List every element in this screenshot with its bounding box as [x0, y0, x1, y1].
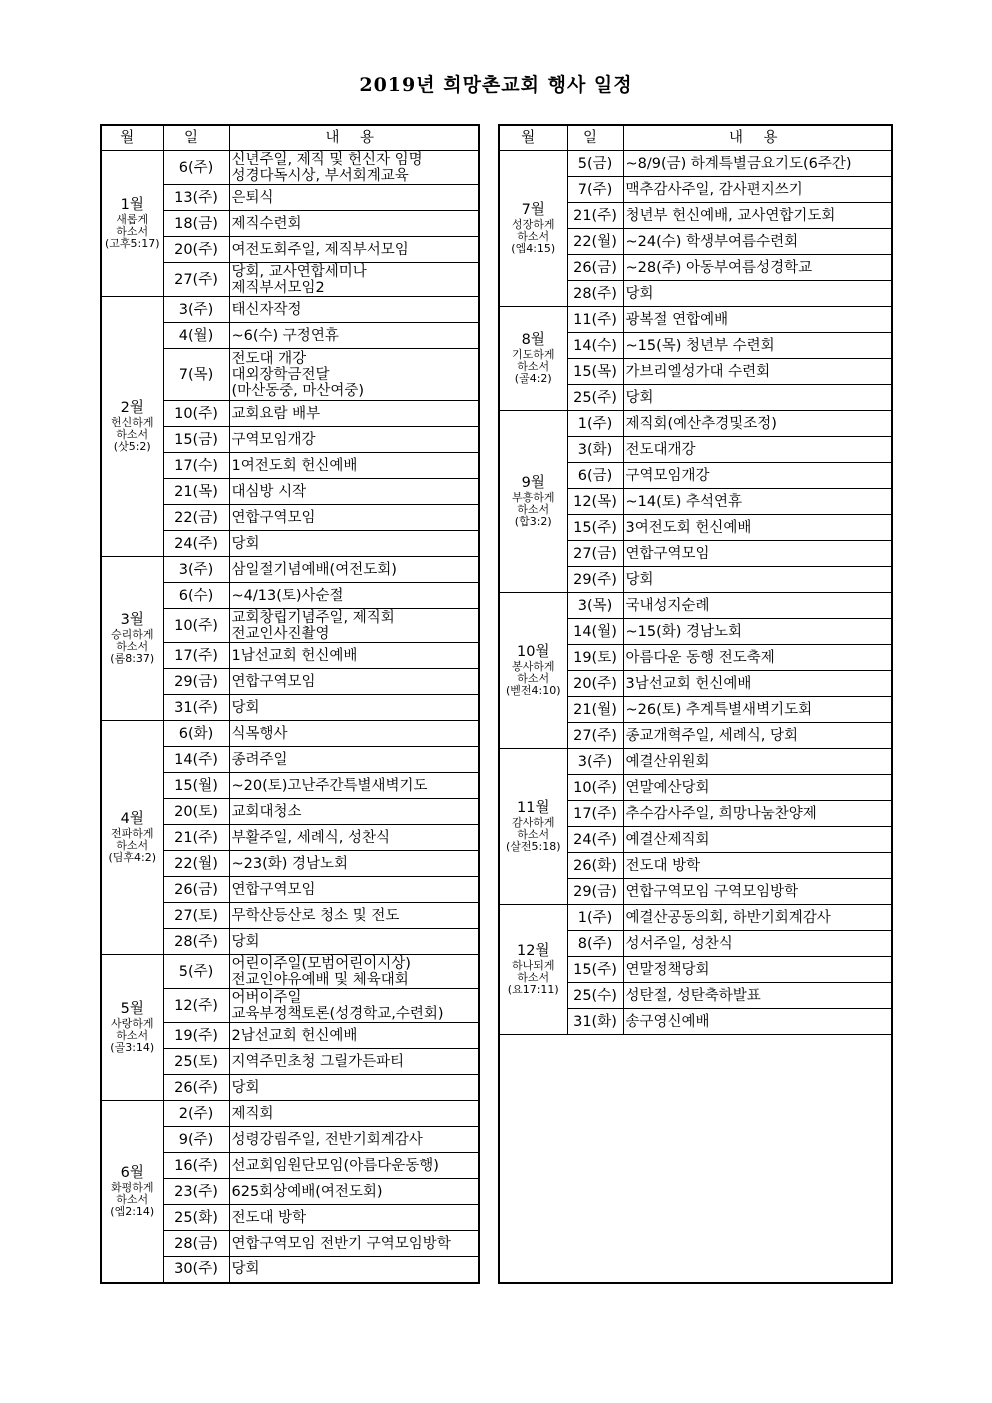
event-day: 21(주) [567, 203, 623, 229]
month-cell [101, 557, 163, 721]
month-name: 6월 [120, 1164, 144, 1181]
event-content: 종교개혁주일, 세례식, 당회 [623, 723, 892, 749]
event-content: 3남선교회 헌신예배 [623, 671, 892, 697]
event-content: 식목행사 [229, 721, 479, 747]
month-cell [499, 905, 567, 1035]
event-content: 맥추감사주일, 감사편지쓰기 [623, 177, 892, 203]
event-day: 29(금) [567, 879, 623, 905]
month-cell [101, 297, 163, 557]
event-content: 연합구역모임 [229, 877, 479, 903]
month-name: 1월 [120, 197, 144, 213]
month-name: 10월 [517, 644, 550, 660]
table-row [101, 557, 479, 583]
month-theme: 전파하게 하소서 [110, 827, 154, 852]
event-content: 부활주일, 세례식, 성찬식 [229, 825, 479, 851]
month-theme: 하나되게 하소서 [511, 959, 555, 984]
table-row [101, 151, 479, 185]
event-content: ~14(토) 추석연휴 [623, 489, 892, 515]
event-day: 12(목) [567, 489, 623, 515]
event-content: 당회 [229, 1257, 479, 1283]
event-day: 5(주) [163, 955, 229, 989]
event-day: 28(금) [163, 1231, 229, 1257]
event-content: 신년주일, 제직 및 헌신자 임명 성경다독시상, 부서회계교육 [229, 151, 479, 185]
event-content: 추수감사주일, 희망나눔찬양제 [623, 801, 892, 827]
table-row [499, 749, 892, 775]
event-content: 은퇴식 [229, 185, 479, 211]
event-content: 당회 [623, 281, 892, 307]
event-content: 1여전도회 헌신예배 [229, 453, 479, 479]
event-content: 송구영신예배 [623, 1009, 892, 1035]
event-content: 여전도회주일, 제직부서모임 [229, 237, 479, 263]
event-day: 1(주) [567, 411, 623, 437]
event-content: 종려주일 [229, 747, 479, 773]
event-day: 17(수) [163, 453, 229, 479]
event-day: 26(주) [163, 1075, 229, 1101]
event-content: 무학산등산로 청소 및 전도 [229, 903, 479, 929]
event-day: 26(금) [567, 255, 623, 281]
event-content: ~20(토)고난주간특별새벽기도 [229, 773, 479, 799]
event-content: 제직회 [229, 1101, 479, 1127]
event-day: 22(금) [163, 505, 229, 531]
event-day: 3(목) [567, 593, 623, 619]
month-name: 12월 [517, 943, 550, 959]
event-day: 26(화) [567, 853, 623, 879]
event-day: 6(화) [163, 721, 229, 747]
event-day: 15(금) [163, 427, 229, 453]
month-verse: (벧전4:10) [505, 684, 561, 697]
month-theme: 기도하게 하소서 [511, 348, 555, 373]
event-day: 9(주) [163, 1127, 229, 1153]
event-day: 7(주) [567, 177, 623, 203]
header-month: 월 [101, 125, 163, 151]
month-cell [499, 151, 567, 307]
event-day: 21(목) [163, 479, 229, 505]
event-content: ~23(화) 경남노회 [229, 851, 479, 877]
event-content: ~4/13(토)사순절 [229, 583, 479, 609]
event-content: 당회 [229, 929, 479, 955]
event-content: 전도대 개강 대외장학금전달 (마산동중, 마산여중) [229, 349, 479, 401]
event-day: 26(금) [163, 877, 229, 903]
month-theme: 승리하게 하소서 [110, 628, 154, 653]
event-content: 1남선교회 헌신예배 [229, 643, 479, 669]
event-day: 27(금) [567, 541, 623, 567]
month-verse: (삿5:2) [113, 440, 151, 453]
event-content: 제직회(예산추경및조정) [623, 411, 892, 437]
event-day: 21(월) [567, 697, 623, 723]
event-content: 예결산위원회 [623, 749, 892, 775]
month-cell [101, 955, 163, 1101]
event-content: 625회상예배(여전도회) [229, 1179, 479, 1205]
event-content: 교회요람 배부 [229, 401, 479, 427]
empty-area [499, 1035, 892, 1283]
event-day: 18(금) [163, 211, 229, 237]
event-day: 14(월) [567, 619, 623, 645]
event-content: ~24(수) 학생부여름수련회 [623, 229, 892, 255]
event-content: 성령강림주일, 전반기회계감사 [229, 1127, 479, 1153]
table-row [499, 151, 892, 177]
event-content: ~15(목) 청년부 수련회 [623, 333, 892, 359]
event-day: 15(주) [567, 515, 623, 541]
month-theme: 새롭게 하소서 [116, 213, 149, 238]
event-content: 교회창립기념주일, 제직회 전교인사진촬영 [229, 609, 479, 643]
event-day: 20(주) [567, 671, 623, 697]
month-verse: (딤후4:2) [108, 851, 157, 864]
month-name: 3월 [120, 612, 144, 628]
event-day: 25(화) [163, 1205, 229, 1231]
event-day: 8(주) [567, 931, 623, 957]
event-content: ~15(화) 경남노회 [623, 619, 892, 645]
event-day: 31(화) [567, 1009, 623, 1035]
event-day: 15(월) [163, 773, 229, 799]
event-content: 성탄절, 성탄축하발표 [623, 983, 892, 1009]
month-verse: (엡2:14) [110, 1204, 155, 1218]
event-day: 6(주) [163, 151, 229, 185]
schedule-table-right [498, 124, 893, 1284]
month-cell [101, 721, 163, 955]
table-row [101, 1101, 479, 1127]
event-day: 10(주) [163, 401, 229, 427]
event-day: 3(주) [567, 749, 623, 775]
event-day: 28(주) [567, 281, 623, 307]
event-day: 22(월) [163, 851, 229, 877]
table-row [499, 411, 892, 437]
event-day: 10(주) [567, 775, 623, 801]
event-content: 성서주일, 성찬식 [623, 931, 892, 957]
month-name: 7월 [521, 202, 545, 218]
event-content: 전도대 방학 [229, 1205, 479, 1231]
event-content: 2남선교회 헌신예배 [229, 1023, 479, 1049]
month-name: 4월 [120, 811, 144, 827]
month-name: 11월 [517, 800, 550, 816]
event-content: 당회, 교사연합세미나 제직부서모임2 [229, 263, 479, 297]
event-day: 3(화) [567, 437, 623, 463]
month-verse: (엡4:15) [511, 242, 556, 255]
header-content: 내 용 [623, 125, 892, 151]
month-theme: 성장하게 하소서 [511, 218, 555, 243]
event-day: 20(토) [163, 799, 229, 825]
event-day: 25(토) [163, 1049, 229, 1075]
month-cell [101, 1101, 163, 1283]
event-day: 30(주) [163, 1257, 229, 1283]
event-content: ~26(토) 추계특별새벽기도회 [623, 697, 892, 723]
event-day: 28(주) [163, 929, 229, 955]
event-day: 12(주) [163, 989, 229, 1023]
event-day: 5(금) [567, 151, 623, 177]
month-verse: (요17:11) [507, 983, 559, 996]
event-content: 광복절 연합예배 [623, 307, 892, 333]
event-day: 25(주) [567, 385, 623, 411]
event-content: 당회 [623, 385, 892, 411]
event-content: 연합구역모임 [229, 505, 479, 531]
event-day: 22(월) [567, 229, 623, 255]
event-content: 연합구역모임 [229, 669, 479, 695]
event-content: 어린이주일(모범어린이시상) 전교인야유예배 및 체육대회 [229, 955, 479, 989]
month-theme: 감사하게 하소서 [511, 816, 555, 841]
event-content: 전도대개강 [623, 437, 892, 463]
event-content: 전도대 방학 [623, 853, 892, 879]
event-day: 7(목) [163, 349, 229, 401]
event-content: ~6(수) 구정연휴 [229, 323, 479, 349]
event-day: 2(주) [163, 1101, 229, 1127]
event-content: 3여전도회 헌신예배 [623, 515, 892, 541]
event-content: ~28(주) 아동부여름성경학교 [623, 255, 892, 281]
event-day: 14(주) [163, 747, 229, 773]
event-content: 당회 [623, 567, 892, 593]
event-content: 청년부 헌신예배, 교사연합기도회 [623, 203, 892, 229]
event-day: 20(주) [163, 237, 229, 263]
event-content: 삼일절기념예배(여전도회) [229, 557, 479, 583]
event-content: 연합구역모임 구역모임방학 [623, 879, 892, 905]
month-verse: (고후5:17) [104, 237, 160, 250]
month-verse: (골3:14) [110, 1041, 155, 1054]
table-row [101, 955, 479, 989]
event-content: 당회 [229, 695, 479, 721]
event-day: 19(주) [163, 1023, 229, 1049]
empty-cell [499, 1035, 892, 1283]
event-day: 10(주) [163, 609, 229, 643]
month-cell [499, 593, 567, 749]
table-row [499, 905, 892, 931]
event-content: ~8/9(금) 하계특별금요기도(6주간) [623, 151, 892, 177]
month-verse: (살전5:18) [505, 840, 561, 853]
schedule-table-left [100, 124, 480, 1284]
event-day: 27(주) [163, 263, 229, 297]
event-day: 29(주) [567, 567, 623, 593]
table-row [101, 721, 479, 747]
event-content: 국내성지순례 [623, 593, 892, 619]
month-name: 9월 [521, 475, 545, 491]
header-content: 내 용 [229, 125, 479, 151]
event-day: 15(목) [567, 359, 623, 385]
event-content: 구역모임개강 [229, 427, 479, 453]
event-content: 가브리엘성가대 수련회 [623, 359, 892, 385]
event-content: 제직수련회 [229, 211, 479, 237]
event-content: 대심방 시작 [229, 479, 479, 505]
event-content: 예결산제직회 [623, 827, 892, 853]
event-day: 11(주) [567, 307, 623, 333]
event-day: 4(월) [163, 323, 229, 349]
event-content: 연말예산당회 [623, 775, 892, 801]
page-title: 2019년 희망촌교회 행사 일정 [359, 74, 633, 96]
month-verse: (골4:2) [514, 372, 552, 385]
event-day: 24(주) [567, 827, 623, 853]
month-verse: (롬8:37) [110, 652, 155, 665]
event-content: 연말정책당회 [623, 957, 892, 983]
event-content: 선교회임원단모임(아름다운동행) [229, 1153, 479, 1179]
event-day: 19(토) [567, 645, 623, 671]
event-day: 25(수) [567, 983, 623, 1009]
event-content: 연합구역모임 [623, 541, 892, 567]
header-day: 일 [567, 125, 623, 151]
event-day: 6(금) [567, 463, 623, 489]
header-day: 일 [163, 125, 229, 151]
event-content: 교회대청소 [229, 799, 479, 825]
event-day: 17(주) [567, 801, 623, 827]
event-day: 3(주) [163, 557, 229, 583]
event-content: 당회 [229, 1075, 479, 1101]
month-theme: 부흥하게 하소서 [511, 491, 555, 516]
event-content: 어버이주일 교육부정책토론(성경학교,수련회) [229, 989, 479, 1023]
event-day: 23(주) [163, 1179, 229, 1205]
header-month: 월 [499, 125, 567, 151]
month-name: 5월 [120, 1001, 144, 1017]
month-name: 2월 [120, 400, 144, 416]
event-day: 17(주) [163, 643, 229, 669]
event-content: 예결산공동의회, 하반기회계감사 [623, 905, 892, 931]
event-day: 1(주) [567, 905, 623, 931]
table-row [499, 593, 892, 619]
event-day: 29(금) [163, 669, 229, 695]
month-cell [499, 749, 567, 905]
month-verse: (합3:2) [514, 515, 552, 528]
event-content: 태신자작정 [229, 297, 479, 323]
event-day: 31(주) [163, 695, 229, 721]
event-content: 당회 [229, 531, 479, 557]
event-day: 6(수) [163, 583, 229, 609]
month-cell [499, 411, 567, 593]
event-day: 14(수) [567, 333, 623, 359]
event-day: 27(주) [567, 723, 623, 749]
event-content: 구역모임개강 [623, 463, 892, 489]
month-cell [499, 307, 567, 411]
event-day: 13(주) [163, 185, 229, 211]
table-row [101, 297, 479, 323]
month-cell [101, 151, 163, 297]
event-day: 3(주) [163, 297, 229, 323]
table-row [499, 307, 892, 333]
month-theme: 사랑하게 하소서 [110, 1017, 154, 1042]
month-theme: 봉사하게 하소서 [511, 660, 555, 685]
event-day: 21(주) [163, 825, 229, 851]
event-day: 15(주) [567, 957, 623, 983]
event-day: 24(주) [163, 531, 229, 557]
month-theme: 화평하게 하소서 [110, 1180, 154, 1206]
month-name: 8월 [521, 332, 545, 348]
event-content: 아름다운 동행 전도축제 [623, 645, 892, 671]
month-theme: 헌신하게 하소서 [110, 416, 154, 441]
event-day: 16(주) [163, 1153, 229, 1179]
event-content: 지역주민초청 그릴가든파티 [229, 1049, 479, 1075]
event-day: 27(토) [163, 903, 229, 929]
event-content: 연합구역모임 전반기 구역모임방학 [229, 1231, 479, 1257]
